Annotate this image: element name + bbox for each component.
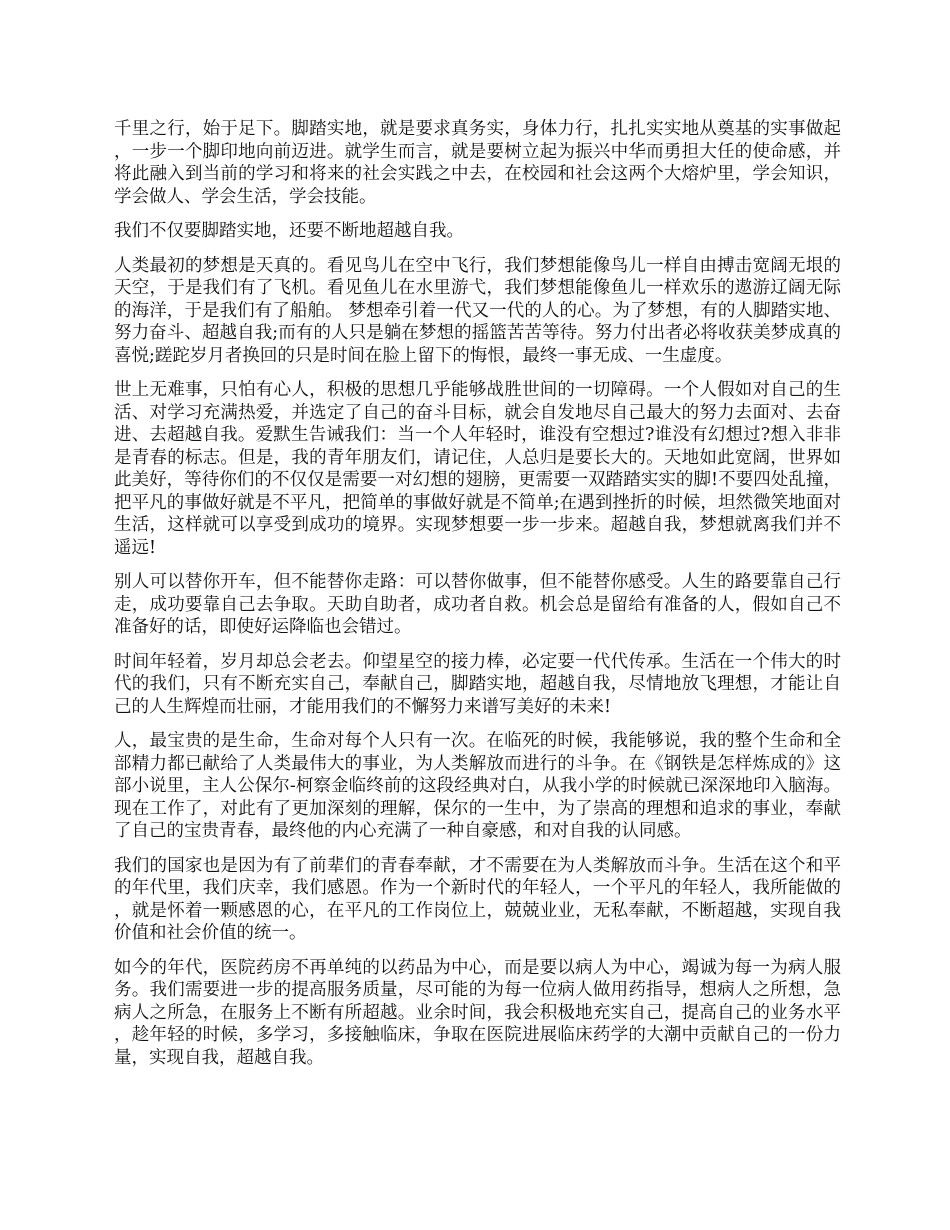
paragraph-5: 别人可以替你开车，但不能替你走路：可以替你做事，但不能替你感受。人生的路要靠自己行走，成功要靠自己去争取。天助自助者，成功者自救。机会总是留给有准备的人，假如自己不准备好的话，即使好运降临也会错过。	[114, 572, 841, 637]
paragraph-4: 世上无难事，只怕有心人，积极的思想几乎能够战胜世间的一切障碍。一个人假如对自己的生活、对学习充满热爱，并选定了自己的奋斗目标，就会自发地尽自己最大的努力去面对、去奋进、去超越自我。爱默生告诫我们：当一个人年轻时，谁没有空想过?谁没有幻想过?想入非非是青春的标志。但是，我的青年朋友们，请记住，人总归是要长大的。天地如此宽阔，世界如此美好，等待你们的不仅仅是需要一对幻想的翅膀，更需要一双踏踏实实的脚!不要四处乱撞，把平凡的事做好就是不平凡，把简单的事做好就是不简单;在遇到挫折的时候，坦然微笑地面对生活，这样就可以享受到成功的境界。实现梦想要一步一步来。超越自我，梦想就离我们并不遥远!	[114, 380, 841, 558]
paragraph-6: 时间年轻着，岁月却总会老去。仰望星空的接力棒，必定要一代代传承。生活在一个伟大的时代的我们，只有不断充实自己，奉献自己，脚踏实地，超越自我，尽情地放飞理想，才能让自己的人生辉煌而壮丽，才能用我们的不懈努力来谱写美好的未来!	[114, 651, 841, 717]
document-page	[114, 118, 841, 1081]
paragraph-2: 我们不仅要脚踏实地，还要不断地超越自我。	[114, 221, 464, 241]
paragraph-3: 人类最初的梦想是天真的。看见鸟儿在空中飞行，我们梦想能像鸟儿一样自由搏击宽阔无垠的天空，于是我们有了飞机。看见鱼儿在水里游弋，我们梦想能像鱼儿一样欢乐的遨游辽阔无际的海洋，于是我们有了船舶。 梦想牵引着一代又一代的人的心。为了梦想，有的人脚踏实地、努力奋斗、超越自我;而有的人只是躺在梦想的摇篮苦苦等待。努力付出者必将收获美梦成真的喜悦;蹉跎岁月者换回的只是时间在脸上留下的悔恨，最终一事无成、一生虚度。	[114, 255, 841, 366]
paragraph-1: 千里之行，始于足下。脚踏实地，就是要求真务实，身体力行，扎扎实实地从奠基的实事做起，一步一个脚印地向前迈进。就学生而言，就是要树立起为振兴中华而勇担大任的使命感，并将此融入到当前的学习和将来的社会实践之中去，在校园和社会这两个大熔炉里，学会知识，学会做人、学会生活，学会技能。	[114, 119, 841, 207]
paragraph-8: 我们的国家也是因为有了前辈们的青春奉献，才不需要在为人类解放而斗争。生活在这个和平的年代里，我们庆幸，我们感恩。作为一个新时代的年轻人，一个平凡的年轻人，我所能做的，就是怀着一颗感恩的心，在平凡的工作岗位上，兢兢业业，无私奉献，不断超越，实现自我价值和社会价值的统一。	[114, 855, 841, 943]
paragraph-7: 人，最宝贵的是生命，生命对每个人只有一次。在临死的时候，我能够说，我的整个生命和全部精力都已献给了人类最伟大的事业，为人类解放而进行的斗争。在《钢铁是怎样炼成的》这部小说里，主人公保尔-柯察金临终前的这段经典对白，从我小学的时候就已深深地印入脑海。现在工作了，对此有了更加深刻的理解，保尔的一生中，为了崇高的理想和追求的事业，奉献了自己的宝贵青春，最终他的内心充满了一种自豪感，和对自我的认同感。	[114, 731, 841, 841]
paragraph-9: 如今的年代，医院药房不再单纯的以药品为中心，而是要以病人为中心，竭诚为每一为病人服务。我们需要进一步的提高服务质量，尽可能的为每一位病人做用药指导，想病人之所想，急病人之所急，在服务上不断有所超越。业余时间，我会积极地充实自己，提高自己的业务水平，趁年轻的时候，多学习，多接触临床，争取在医院进展临床药学的大潮中贡献自己的一份力量，实现自我，超越自我。	[114, 957, 841, 1068]
